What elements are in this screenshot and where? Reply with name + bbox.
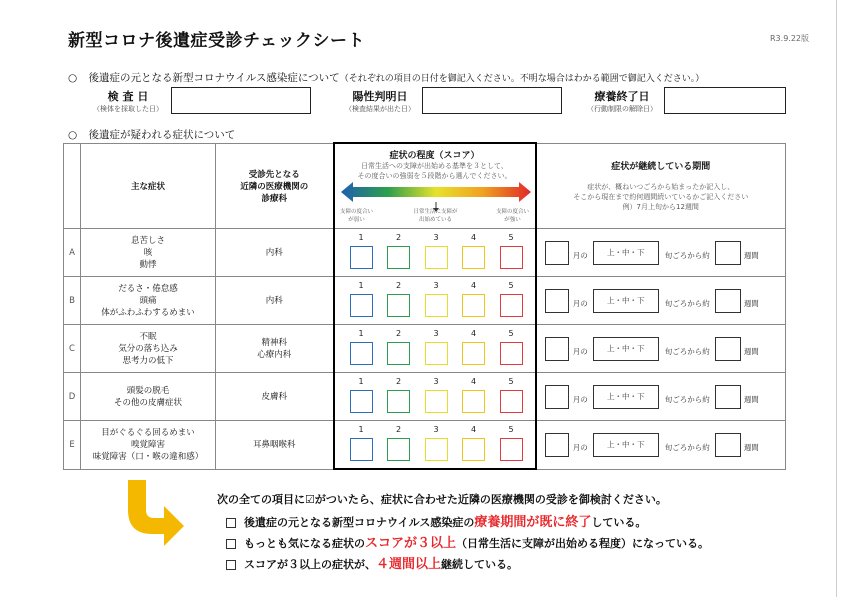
score-number: 2 bbox=[395, 232, 402, 242]
dept-cell bbox=[216, 229, 334, 277]
test-date-input[interactable] bbox=[171, 87, 311, 114]
score-number: 4 bbox=[470, 376, 477, 386]
score-number: 1 bbox=[358, 280, 364, 290]
table-row bbox=[64, 229, 786, 277]
section2-heading-line bbox=[68, 127, 235, 142]
symptom-line: 動悸 bbox=[139, 259, 157, 270]
score-number: 5 bbox=[508, 280, 514, 290]
symptom-cell bbox=[81, 229, 216, 277]
score-number: 4 bbox=[470, 424, 477, 434]
symptom-cell bbox=[81, 277, 216, 325]
score-checkbox-3[interactable] bbox=[425, 294, 448, 317]
score-number: 1 bbox=[358, 376, 364, 386]
row-letter: C bbox=[64, 325, 81, 373]
weeks-input[interactable] bbox=[715, 289, 741, 313]
symptom-line: 咳 bbox=[143, 247, 153, 258]
month-label: 月の bbox=[572, 394, 588, 404]
test-date-label-group bbox=[88, 88, 168, 114]
letter-header bbox=[64, 143, 81, 229]
symptom-line: その他の皮膚症状 bbox=[113, 397, 182, 408]
positive-date-input[interactable] bbox=[422, 87, 562, 114]
score-checkbox-5[interactable] bbox=[500, 438, 523, 461]
dept-cell bbox=[216, 277, 334, 325]
score-checkbox-5[interactable] bbox=[500, 390, 523, 413]
recovery-date-label: 療養終了日 bbox=[594, 90, 650, 103]
score-checkbox-1[interactable] bbox=[350, 438, 373, 461]
score-cell bbox=[334, 421, 536, 470]
weeks-input[interactable] bbox=[715, 241, 741, 265]
table-header-row bbox=[64, 143, 786, 229]
row-letter: D bbox=[64, 373, 81, 421]
scale-strong-line: が強い bbox=[504, 217, 521, 223]
score-checkbox-4[interactable] bbox=[462, 390, 485, 413]
dept-cell bbox=[216, 421, 334, 470]
score-number: 5 bbox=[508, 376, 514, 386]
recovery-date-sub: （行動制限の解除日） bbox=[587, 105, 657, 113]
dept-header-line: 近隣の医療機関の bbox=[240, 181, 309, 192]
score-checkbox-2[interactable] bbox=[387, 342, 410, 365]
score-number: 1 bbox=[358, 328, 364, 338]
scale-weak-label bbox=[337, 208, 377, 224]
score-number: 4 bbox=[470, 328, 477, 338]
table-row bbox=[64, 373, 786, 421]
scale-strong-line: 支障の度合い bbox=[495, 209, 529, 215]
symptom-cell bbox=[81, 373, 216, 421]
symptom-line: 体がふわふわするめまい bbox=[101, 307, 195, 318]
score-number: 2 bbox=[395, 328, 402, 338]
symptom-line: 嗅覚障害 bbox=[130, 439, 165, 450]
duration-note-1: 症状が、概ねいつごろから始まったか記入し、 bbox=[587, 183, 735, 192]
month-input[interactable] bbox=[545, 337, 569, 361]
symptom-line: 目がぐるぐる回るめまい bbox=[101, 427, 195, 438]
from-label: 旬ごろから約 bbox=[664, 250, 710, 260]
duration-cell bbox=[536, 373, 786, 421]
score-checkbox-3[interactable] bbox=[425, 438, 448, 461]
month-label: 月の bbox=[572, 250, 588, 260]
scale-weak-line: が弱い bbox=[348, 217, 365, 223]
symptom-line: 頭髪の脱毛 bbox=[126, 385, 170, 396]
duration-example: 例）7月上旬から12週間 bbox=[622, 203, 699, 212]
month-input[interactable] bbox=[545, 289, 569, 313]
dept-line: 内科 bbox=[265, 295, 283, 306]
symptom-line: 息苦しさ bbox=[130, 235, 165, 246]
from-label: 旬ごろから約 bbox=[664, 394, 710, 404]
symptom-line: 思考力の低下 bbox=[122, 355, 174, 366]
page-title: 新型コロナ後遺症受診チェックシート bbox=[68, 31, 365, 51]
duration-cell bbox=[536, 229, 786, 277]
score-checkbox-2[interactable] bbox=[387, 390, 410, 413]
scale-weak-line: 支障の度合い bbox=[339, 209, 373, 215]
score-number: 3 bbox=[433, 232, 439, 242]
period-selector[interactable]: 上・中・下 bbox=[593, 289, 659, 313]
score-number: 4 bbox=[470, 232, 477, 242]
check-item-2-post: （日常生活に支障が出始める程度）になっている。 bbox=[456, 537, 710, 550]
symptom-line: 味覚障害（口・喉の違和感） bbox=[92, 451, 204, 462]
row-letter: E bbox=[64, 421, 81, 470]
symptom-line: 気分の落ち込み bbox=[118, 343, 178, 354]
period-selector[interactable]: 上・中・下 bbox=[593, 433, 659, 457]
row-letter: B bbox=[64, 277, 81, 325]
score-number: 3 bbox=[433, 280, 439, 290]
dept-line: 精神科 bbox=[261, 337, 287, 348]
duration-cell bbox=[536, 325, 786, 373]
recovery-date-label-group bbox=[582, 88, 662, 114]
check-item-1-emphasis: 療養期間が既に終了 bbox=[474, 515, 592, 530]
symptom-cell bbox=[81, 421, 216, 470]
dept-header-line: 診療科 bbox=[261, 193, 287, 204]
month-label: 月の bbox=[572, 442, 588, 452]
symptom-cell bbox=[81, 325, 216, 373]
score-checkbox-1[interactable] bbox=[350, 342, 373, 365]
scale-strong-label bbox=[493, 208, 533, 224]
score-note-2: その度合いの強弱を５段階から選んでください。 bbox=[357, 172, 512, 180]
dept-header bbox=[216, 143, 334, 229]
version-label: R3.9.22版 bbox=[770, 34, 810, 43]
row-letter: A bbox=[64, 229, 81, 277]
section1-heading-line bbox=[68, 70, 704, 85]
section2-heading: 後遺症が疑われる症状について bbox=[88, 129, 236, 141]
score-header bbox=[334, 143, 536, 229]
page-edge bbox=[836, 0, 837, 597]
score-note-1: 日常生活への支障が出始める基準を３として、 bbox=[361, 162, 508, 170]
score-checkbox-1[interactable] bbox=[350, 246, 373, 269]
positive-date-label: 陽性判明日 bbox=[352, 90, 408, 103]
score-number: 2 bbox=[395, 376, 402, 386]
check-item-1-post: している。 bbox=[591, 516, 647, 529]
score-cell bbox=[334, 229, 536, 277]
score-number: 3 bbox=[433, 328, 439, 338]
duration-cell bbox=[536, 421, 786, 470]
score-number: 2 bbox=[395, 280, 402, 290]
score-checkbox-2[interactable] bbox=[387, 294, 410, 317]
score-number: 5 bbox=[508, 424, 514, 434]
score-number: 4 bbox=[470, 280, 477, 290]
score-checkbox-4[interactable] bbox=[462, 294, 485, 317]
check-item-2-emphasis: スコアが３以上 bbox=[365, 536, 457, 551]
score-number: 1 bbox=[358, 232, 364, 242]
score-checkbox-4[interactable] bbox=[462, 342, 485, 365]
positive-date-sub: （検査結果が出た日） bbox=[345, 105, 415, 113]
score-number: 5 bbox=[508, 328, 514, 338]
weeks-label: 週間 bbox=[743, 298, 759, 308]
dept-line: 皮膚科 bbox=[261, 391, 287, 402]
score-checkbox-4[interactable] bbox=[462, 246, 485, 269]
test-date-sub: （検体を採取した日） bbox=[93, 105, 163, 113]
score-cell bbox=[334, 373, 536, 421]
bullet: ○ bbox=[68, 72, 78, 84]
weeks-label: 週間 bbox=[743, 250, 759, 260]
month-input[interactable] bbox=[545, 241, 569, 265]
symptom-header: 主な症状 bbox=[81, 143, 216, 229]
checkbox-3[interactable] bbox=[226, 560, 236, 570]
score-checkbox-4[interactable] bbox=[462, 438, 485, 461]
weeks-input[interactable] bbox=[715, 385, 741, 409]
duration-cell bbox=[536, 277, 786, 325]
from-label: 旬ごろから約 bbox=[664, 442, 710, 452]
weeks-input[interactable] bbox=[715, 337, 741, 361]
weeks-input[interactable] bbox=[715, 433, 741, 457]
duration-note-2: そこから現在まで約何週間続いているかご記入ください bbox=[573, 193, 749, 202]
bottom-lead-text: 次の全ての項目に☑がついたら、症状に合わせた近隣の医療機関の受診を御検討ください。 bbox=[217, 493, 667, 506]
scale-mid-label bbox=[405, 208, 467, 224]
symptom-table bbox=[63, 142, 786, 470]
weeks-label: 週間 bbox=[743, 346, 759, 356]
score-checkbox-2[interactable] bbox=[387, 438, 410, 461]
score-checkbox-1[interactable] bbox=[350, 390, 373, 413]
table-row bbox=[64, 325, 786, 373]
month-input[interactable] bbox=[545, 385, 569, 409]
curved-arrow-icon bbox=[118, 476, 188, 548]
score-number: 1 bbox=[358, 424, 364, 434]
score-number: 3 bbox=[433, 376, 439, 386]
dept-line: 心療内科 bbox=[257, 349, 292, 360]
check-item-3-pre: スコアが３以上の症状が、 bbox=[244, 558, 376, 571]
score-checkbox-3[interactable] bbox=[425, 342, 448, 365]
dept-line: 内科 bbox=[265, 247, 283, 258]
score-cell bbox=[334, 277, 536, 325]
score-checkbox-5[interactable] bbox=[500, 294, 523, 317]
month-label: 月の bbox=[572, 346, 588, 356]
month-input[interactable] bbox=[545, 433, 569, 457]
check-item-1 bbox=[226, 511, 646, 530]
section1-heading: 後遺症の元となる新型コロナウイルス感染症について bbox=[88, 72, 340, 84]
score-checkbox-1[interactable] bbox=[350, 294, 373, 317]
symptom-line: だるさ・倦怠感 bbox=[118, 283, 178, 294]
score-number: 3 bbox=[433, 424, 439, 434]
section1-note: （それぞれの項目の日付を御記入ください。不明な場合はわかる範囲で御記入ください。） bbox=[339, 74, 705, 84]
score-checkbox-2[interactable] bbox=[387, 246, 410, 269]
dept-line: 耳鼻咽喉科 bbox=[252, 439, 296, 450]
score-header-title: 症状の程度（スコア） bbox=[389, 151, 480, 161]
positive-date-label-group bbox=[340, 88, 420, 114]
period-selector[interactable]: 上・中・下 bbox=[593, 385, 659, 409]
scale-mid-line: 出始めている bbox=[418, 217, 452, 223]
check-item-2-pre: もっとも気になる症状の bbox=[244, 537, 365, 550]
period-selector[interactable]: 上・中・下 bbox=[593, 337, 659, 361]
table-row bbox=[64, 421, 786, 470]
checkbox-2[interactable] bbox=[226, 539, 236, 549]
severity-gradient-arrow bbox=[341, 182, 531, 202]
check-item-3 bbox=[226, 553, 518, 572]
check-item-1-pre: 後遺症の元となる新型コロナウイルス感染症の bbox=[244, 516, 475, 529]
dept-cell bbox=[216, 325, 334, 373]
scale-mid-line: 日常生活に支障が bbox=[413, 209, 458, 215]
from-label: 旬ごろから約 bbox=[664, 298, 710, 308]
score-checkbox-3[interactable] bbox=[425, 246, 448, 269]
recovery-date-input[interactable] bbox=[664, 87, 786, 114]
check-item-2 bbox=[226, 532, 709, 551]
weeks-label: 週間 bbox=[743, 442, 759, 452]
period-selector[interactable]: 上・中・下 bbox=[593, 241, 659, 265]
symptom-line: 不眠 bbox=[139, 331, 157, 342]
table-row bbox=[64, 277, 786, 325]
score-checkbox-5[interactable] bbox=[500, 246, 523, 269]
score-checkbox-3[interactable] bbox=[425, 390, 448, 413]
month-label: 月の bbox=[572, 298, 588, 308]
duration-header bbox=[536, 143, 786, 229]
score-number: 5 bbox=[508, 232, 514, 242]
dept-cell bbox=[216, 373, 334, 421]
check-item-3-post: 継続している。 bbox=[441, 558, 519, 571]
score-cell bbox=[334, 325, 536, 373]
dept-header-line: 受診先となる bbox=[248, 169, 300, 180]
symptom-line: 頭痛 bbox=[139, 295, 157, 306]
score-checkbox-5[interactable] bbox=[500, 342, 523, 365]
score-number: 2 bbox=[395, 424, 402, 434]
duration-header-title: 症状が継続している期間 bbox=[611, 162, 711, 173]
from-label: 旬ごろから約 bbox=[664, 346, 710, 356]
check-item-3-emphasis: ４週間以上 bbox=[376, 557, 442, 572]
test-date-label: 検 査 日 bbox=[107, 90, 149, 103]
checkbox-1[interactable] bbox=[226, 518, 236, 528]
bullet: ○ bbox=[68, 129, 78, 141]
weeks-label: 週間 bbox=[743, 394, 759, 404]
